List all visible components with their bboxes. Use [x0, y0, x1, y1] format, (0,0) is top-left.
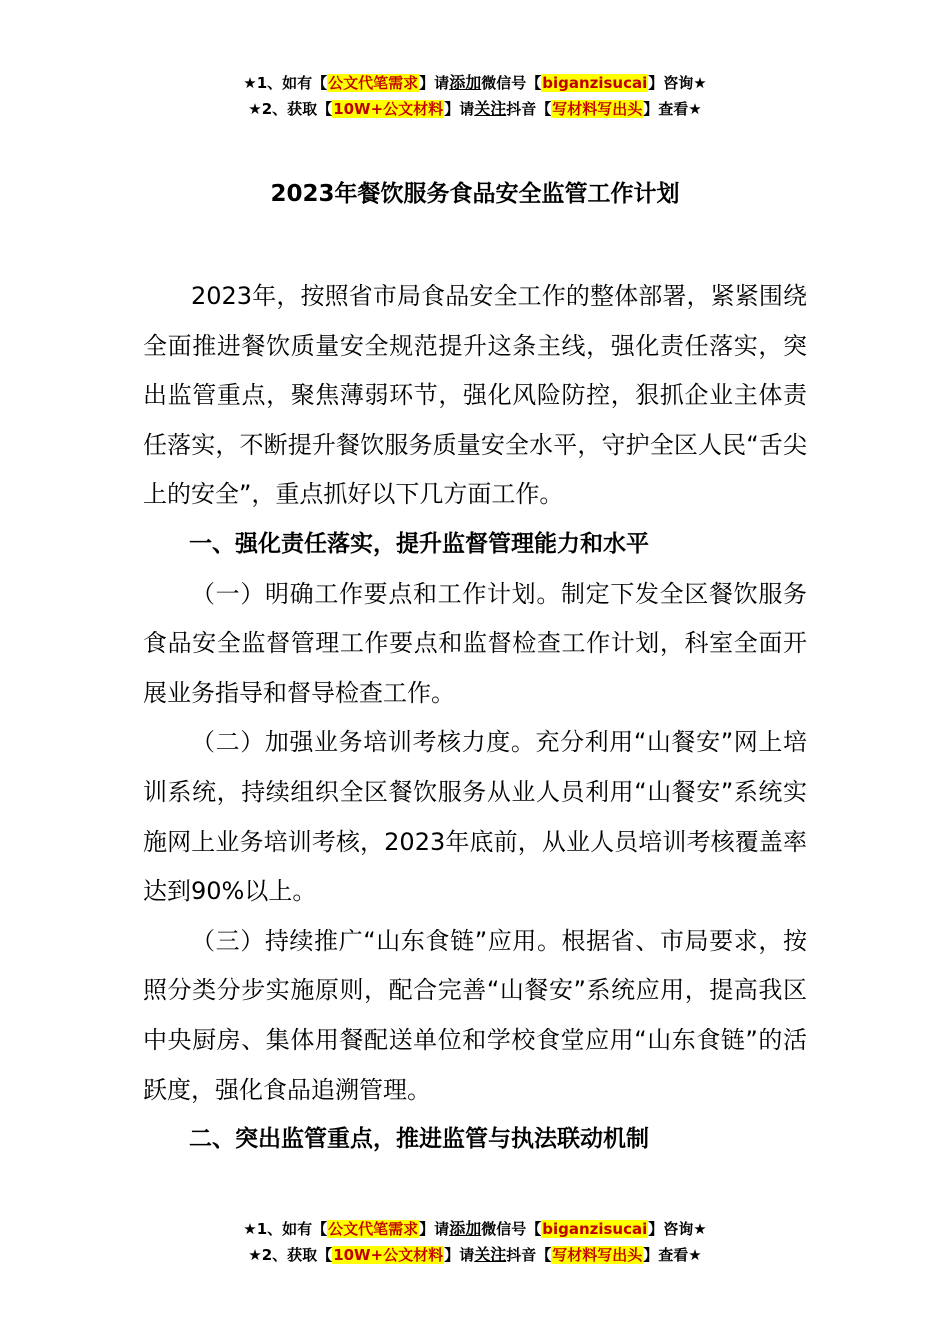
banner-text: ★2、获取【 — [248, 1246, 333, 1264]
banner-text: 】请 — [419, 1220, 450, 1238]
section-heading-1: 一、强化责任落实，提升监督管理能力和水平 — [189, 530, 649, 557]
banner-text: 】请 — [444, 100, 475, 118]
banner-line-1 — [0, 1216, 950, 1242]
banner-text: 】请 — [444, 1246, 475, 1264]
banner-text: 抖音【 — [506, 100, 552, 118]
banner-highlight-wechat-id: biganzisucai — [542, 74, 648, 92]
banner-text: 】咨询★ — [648, 74, 707, 92]
banner-text: 微信号【 — [481, 74, 542, 92]
banner-text: 微信号【 — [481, 1220, 542, 1238]
banner-line-2 — [0, 96, 950, 122]
banner-text: 】咨询★ — [648, 1220, 707, 1238]
bottom-banner — [0, 1216, 950, 1268]
banner-text: 】查看★ — [643, 100, 702, 118]
banner-text: ★1、如有【 — [243, 74, 328, 92]
section1-item-3: （三）持续推广“山东食链”应用。根据省、市局要求，按照分类分步实施原则，配合完善“山餐安”系统应用，提高我区中央厨房、集体用餐配送单位和学校食堂应用“山东食链”的活跃度，强化食品追溯管理。 — [143, 926, 807, 1104]
banner-line-2 — [0, 1242, 950, 1268]
document-body — [143, 272, 807, 1165]
banner-text: 抖音【 — [506, 1246, 552, 1264]
banner-highlight-service: 公文代笔需求 — [328, 74, 419, 92]
banner-text: 】查看★ — [643, 1246, 702, 1264]
banner-text: ★2、获取【 — [248, 100, 333, 118]
banner-underline-add: 添加 — [449, 73, 482, 92]
section1-item-2: （二）加强业务培训考核力度。充分利用“山餐安”网上培训系统，持续组织全区餐饮服务从业人员利用“山餐安”系统实施网上业务培训考核，2023年底前，从业人员培训考核覆盖率达到90%以上。 — [143, 728, 807, 906]
banner-highlight-service: 公文代笔需求 — [328, 1220, 419, 1238]
banner-highlight-douyin: 写材料写出头 — [552, 1246, 643, 1264]
banner-underline-follow: 关注 — [474, 1245, 507, 1264]
banner-underline-follow: 关注 — [474, 99, 507, 118]
banner-text: 】请 — [419, 74, 450, 92]
banner-highlight-douyin: 写材料写出头 — [552, 100, 643, 118]
section1-item-1: （一）明确工作要点和工作计划。制定下发全区餐饮服务食品安全监督管理工作要点和监督检查工作计划，科室全面开展业务指导和督导检查工作。 — [143, 579, 807, 707]
document-title: 2023年餐饮服务食品安全监管工作计划 — [270, 181, 680, 207]
banner-text: ★1、如有【 — [243, 1220, 328, 1238]
banner-line-1 — [0, 70, 950, 96]
banner-highlight-materials: 10W+公文材料 — [333, 100, 444, 118]
section-heading-2: 二、突出监管重点，推进监管与执法联动机制 — [189, 1126, 649, 1153]
intro-paragraph: 2023年，按照省市局食品安全工作的整体部署，紧紧围绕全面推进餐饮质量安全规范提升这条主线，强化责任落实，突出监管重点，聚焦薄弱环节，强化风险防控，狠抓企业主体责任落实，不断提升餐饮服务质量安全水平，守护全区人民“舌尖上的安全”，重点抓好以下几方面工作。 — [143, 282, 807, 509]
banner-underline-add: 添加 — [449, 1219, 482, 1238]
top-banner — [0, 70, 950, 122]
banner-highlight-wechat-id: biganzisucai — [542, 1220, 648, 1238]
banner-highlight-materials: 10W+公文材料 — [333, 1246, 444, 1264]
